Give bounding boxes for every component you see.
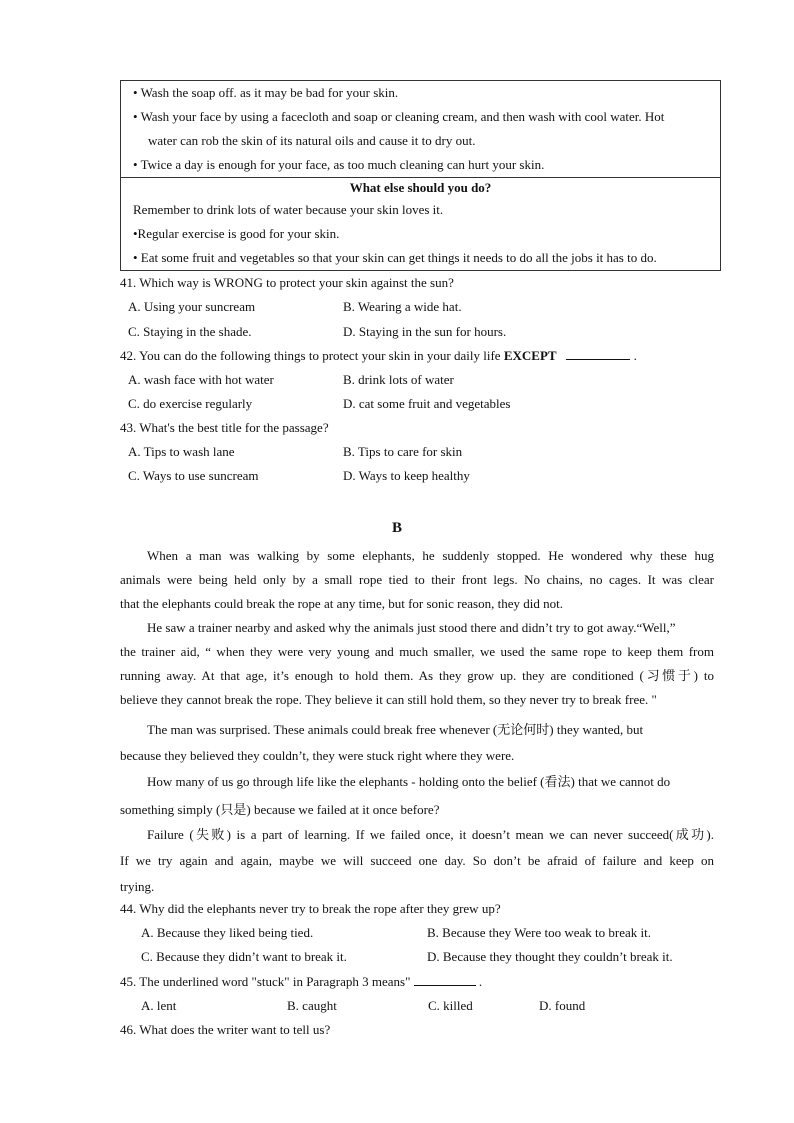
text-line: How many of us go through life like the elephants - holding onto the belief (看法) that we cannot do bbox=[147, 774, 671, 789]
q45-text: 45. The underlined word "stuck" in Paragraph 3 means" bbox=[120, 974, 414, 989]
text-line: trying. bbox=[120, 879, 155, 894]
q44-option-b[interactable]: B. Because they Were too weak to break it. bbox=[427, 925, 651, 940]
q42-except: EXCEPT bbox=[503, 348, 557, 363]
text-line: The man was surprised. These animals could break free whenever (无论何时) they wanted, but bbox=[147, 722, 644, 737]
q41-option-c[interactable]: C. Staying in the shade. bbox=[128, 324, 252, 339]
tip-row: • Wash the soap off. as it may be bad for your skin. bbox=[133, 85, 399, 100]
paragraph-2 bbox=[120, 616, 714, 712]
tip-row: • Twice a day is enough for your face, as too much cleaning can hurt your skin. bbox=[133, 157, 545, 172]
text-line: the trainer aid, “ when they were very young and much smaller, we used the same rope to keep them from bbox=[120, 644, 714, 659]
q45-end: . bbox=[475, 974, 483, 989]
tip-row: water can rob the skin of its natural oils and cause it to dry out. bbox=[148, 133, 476, 148]
q42-end: . bbox=[630, 348, 637, 363]
q42-option-d[interactable]: D. cat some fruit and vegetables bbox=[343, 396, 511, 411]
text-line: animals were being held only by a small rope tied to their front legs. No chains, no cages. It was clear bbox=[120, 572, 714, 587]
q43-option-b[interactable]: B. Tips to care for skin bbox=[343, 444, 463, 459]
text-line: When a man was walking by some elephants, he suddenly stopped. He wondered why these hug bbox=[147, 548, 714, 563]
text-line: something simply (只是) because we failed at it once before? bbox=[120, 802, 440, 817]
text-line: He saw a trainer nearby and asked why the animals just stood there and didn’t try to got away.“Well,” bbox=[147, 620, 676, 635]
else-row: Remember to drink lots of water because your skin loves it. bbox=[133, 202, 444, 217]
q42-option-b[interactable]: B. drink lots of water bbox=[343, 372, 454, 387]
paragraph-5 bbox=[120, 822, 714, 900]
paragraph-4 bbox=[120, 768, 714, 824]
text-line: believe they cannot break the rope. They believe it can still hold them, so they never try to break free. " bbox=[120, 692, 657, 707]
q42-text: 42. You can do the following things to protect your skin in your daily life bbox=[120, 348, 504, 363]
q45-option-b[interactable]: B. caught bbox=[287, 998, 337, 1013]
paragraph-1 bbox=[120, 544, 714, 616]
else-row: • Eat some fruit and vegetables so that your skin can get things it needs to do all the jobs it has to do. bbox=[133, 250, 657, 265]
q42-option-a[interactable]: A. wash face with hot water bbox=[128, 372, 274, 387]
q44-option-c[interactable]: C. Because they didn’t want to break it. bbox=[141, 949, 347, 964]
question-42 bbox=[120, 347, 637, 365]
q45-option-d[interactable]: D. found bbox=[539, 998, 586, 1013]
question-43: 43. What's the best title for the passage? bbox=[120, 420, 329, 435]
q44-option-a[interactable]: A. Because they liked being tied. bbox=[141, 925, 314, 940]
answer-blank[interactable] bbox=[566, 347, 630, 360]
q41-option-a[interactable]: A. Using your suncream bbox=[128, 299, 256, 314]
question-44: 44. Why did the elephants never try to break the rope after they grew up? bbox=[120, 901, 501, 916]
text-line: Failure (失败) is a part of learning. If we failed once, it doesn’t mean we can never succeed(成功). bbox=[147, 827, 714, 842]
q42-option-c[interactable]: C. do exercise regularly bbox=[128, 396, 253, 411]
q41-option-b[interactable]: B. Wearing a wide hat. bbox=[343, 299, 462, 314]
question-46: 46. What does the writer want to tell us? bbox=[120, 1022, 331, 1037]
tips-table bbox=[120, 80, 721, 271]
answer-blank[interactable] bbox=[414, 973, 476, 986]
q43-option-a[interactable]: A. Tips to wash lane bbox=[128, 444, 235, 459]
else-row: •Regular exercise is good for your skin. bbox=[133, 226, 340, 241]
table-header: What else should you do? bbox=[349, 180, 492, 195]
text-line: that the elephants could break the rope at any time, but for sonic reason, they did not. bbox=[120, 596, 563, 611]
q45-option-a[interactable]: A. lent bbox=[141, 998, 177, 1013]
section-heading: B bbox=[391, 520, 402, 536]
question-45 bbox=[120, 973, 482, 991]
q43-option-c[interactable]: C. Ways to use suncream bbox=[128, 468, 259, 483]
q43-option-d[interactable]: D. Ways to keep healthy bbox=[343, 468, 470, 483]
paragraph-3 bbox=[120, 717, 714, 769]
q45-option-c[interactable]: C. killed bbox=[428, 998, 473, 1013]
q41-option-d[interactable]: D. Staying in the sun for hours. bbox=[343, 324, 507, 339]
tip-row: • Wash your face by using a facecloth and soap or cleaning cream, and then wash with cool water. Hot bbox=[133, 109, 665, 124]
text-line: If we try again and again, maybe we will succeed one day. So don’t be afraid of failure and keep on bbox=[120, 853, 714, 868]
q44-option-d[interactable]: D. Because they thought they couldn’t break it. bbox=[427, 949, 673, 964]
text-line: running away. At that age, it’s enough to hold them. As they grow up. they are conditioned (习惯于) to bbox=[120, 668, 714, 683]
question-41: 41. Which way is WRONG to protect your skin against the sun? bbox=[120, 275, 454, 290]
text-line: because they believed they couldn’t, they were stuck right where they were. bbox=[120, 748, 515, 763]
